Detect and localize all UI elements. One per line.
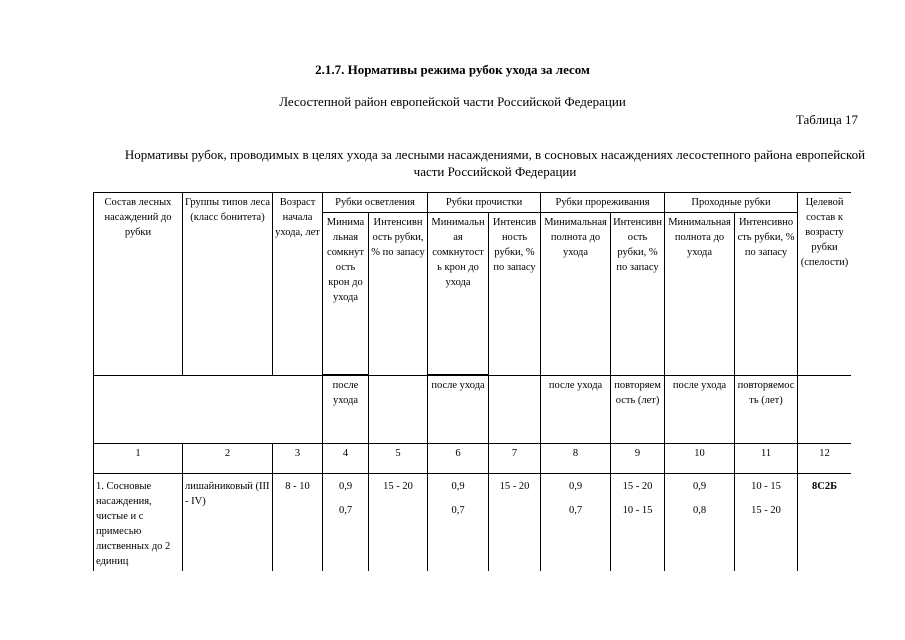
header-thinning: Рубки прореживания — [541, 193, 665, 213]
row1-age: 8 - 10 — [273, 474, 323, 572]
header-clar-min: Минимальная сомкнутость крон до ухода — [323, 213, 369, 375]
column-number: 5 — [369, 444, 428, 474]
table-number: Таблица 17 — [795, 112, 858, 127]
column-number: 10 — [665, 444, 735, 474]
header-passage: Проходные рубки — [665, 193, 798, 213]
column-number: 12 — [798, 444, 851, 474]
header-pass-rep: повторяемость (лет) — [735, 376, 798, 444]
header-fill — [798, 376, 851, 444]
table-container — [93, 192, 851, 578]
table-row — [94, 474, 852, 572]
row1-c6 — [428, 474, 489, 572]
row1-c6-before: 0,9 — [451, 481, 465, 492]
row1-c11-second: 15 - 20 — [751, 505, 781, 516]
header-clean-after: после ухода — [428, 376, 489, 444]
header-fill — [489, 376, 541, 444]
row1-c6-after: 0,7 — [451, 505, 465, 516]
header-fill — [369, 376, 428, 444]
header-composition: Состав лесных насаждений до рубки — [94, 193, 183, 376]
header-clar-after: после ухода — [323, 376, 369, 444]
row1-c9 — [611, 474, 665, 572]
column-number: 2 — [183, 444, 273, 474]
header-cleaning: Рубки прочистки — [428, 193, 541, 213]
row1-c4-after: 0,7 — [338, 505, 353, 516]
row1-c10-after: 0,8 — [692, 505, 707, 516]
header-pass-int: Интенсивность рубки, % по запасу — [735, 213, 798, 376]
row1-target: 8С2Б — [798, 474, 851, 572]
norms-table — [93, 192, 851, 571]
header-pass-after: после ухода — [665, 376, 735, 444]
row1-c10-before: 0,9 — [692, 481, 707, 492]
header-thin-after: после ухода — [541, 376, 611, 444]
row1-c10 — [665, 474, 735, 572]
column-number: 1 — [94, 444, 183, 474]
row1-c11-first: 10 - 15 — [751, 481, 781, 492]
header-clarification: Рубки осветления — [323, 193, 428, 213]
header-fill — [94, 376, 323, 444]
row1-c11 — [735, 474, 798, 572]
header-clar-int: Интенсивность рубки, % по запасу — [369, 213, 428, 376]
header-age: Возраст начала ухода, лет — [273, 193, 323, 376]
row1-c5: 15 - 20 — [369, 474, 428, 572]
row1-composition: 1. Сосновые насаждения, чистые и с примесью лиственных до 2 единиц — [94, 474, 183, 572]
header-thin-min: Минимальная полнота до ухода — [541, 213, 611, 376]
column-number: 9 — [611, 444, 665, 474]
column-number: 4 — [323, 444, 369, 474]
column-number: 11 — [735, 444, 798, 474]
row1-c4-before: 0,9 — [338, 481, 353, 492]
column-number: 8 — [541, 444, 611, 474]
header-thin-int: Интенсивность рубки, % по запасу — [611, 213, 665, 376]
row1-c9-first: 15 - 20 — [622, 481, 653, 492]
header-clean-int: Интенсивность рубки, % по запасу — [489, 213, 541, 376]
column-number: 7 — [489, 444, 541, 474]
section-title: 2.1.7. Нормативы режима рубок ухода за лесом — [315, 62, 590, 77]
header-target: Целевой состав к возрасту рубки (спелости) — [798, 193, 851, 376]
header-pass-min: Минимальная полнота до ухода — [665, 213, 735, 376]
region-title: Лесостепной район европейской части Российской Федерации — [279, 94, 626, 109]
row1-c8-before: 0,9 — [568, 481, 583, 492]
row1-c8 — [541, 474, 611, 572]
row1-forest-type: лишайниковый (III - IV) — [183, 474, 273, 572]
header-thin-rep: повторяемость (лет) — [611, 376, 665, 444]
row1-c7: 15 - 20 — [489, 474, 541, 572]
row1-c4 — [323, 474, 369, 572]
column-number: 3 — [273, 444, 323, 474]
table-caption: Нормативы рубок, проводимых в целях ухода за лесными насаждениями, в сосновых насаждениях лесостепного района европейской части Российской Федерации — [124, 147, 866, 179]
row1-c8-after: 0,7 — [568, 505, 583, 516]
row1-c9-second: 10 - 15 — [622, 505, 653, 516]
header-clean-min: Минимальная сомкнутость крон до ухода — [428, 213, 489, 375]
column-number: 6 — [428, 444, 489, 474]
header-forest-types: Группы типов леса (класс бонитета) — [183, 193, 273, 376]
